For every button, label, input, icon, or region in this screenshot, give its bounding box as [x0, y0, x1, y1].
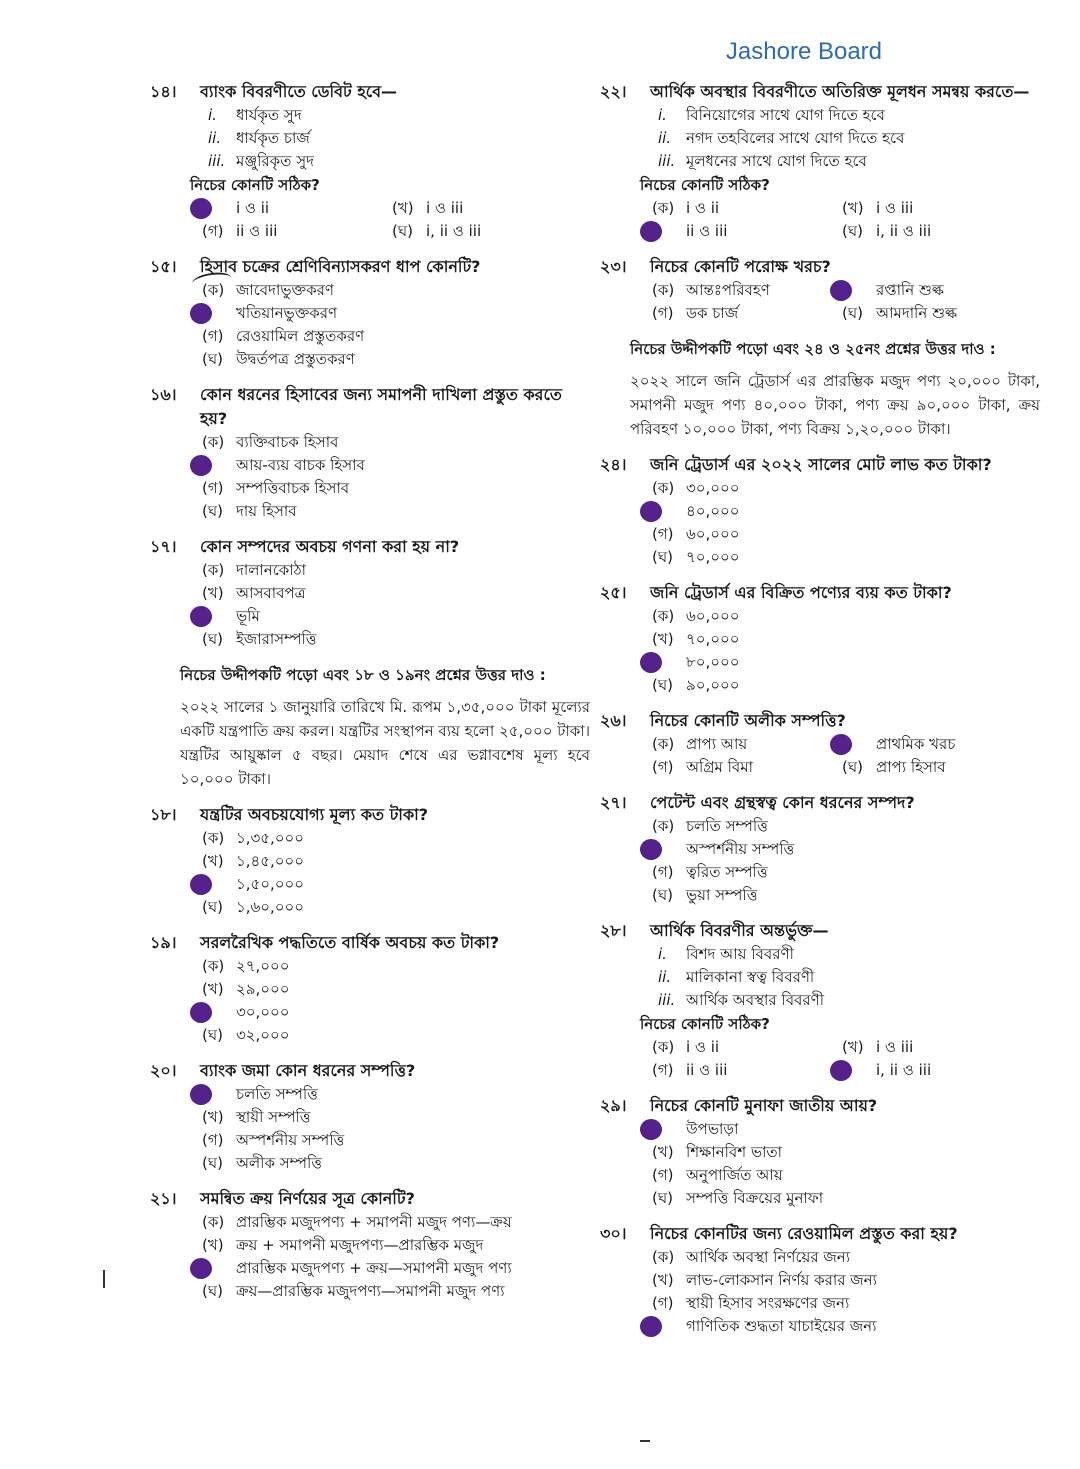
question-number: ১৬।: [150, 385, 177, 404]
passage-text: ২০২২ সালে জনি ট্রেডার্স এর প্রারম্ভিক মজুদ পণ্য ২০,০০০ টাকা, সমাপনী মজুদ পণ্য ৪০,০০০ টাকা, পণ্য ক্রয় ৯০,০০০ টাকা, ক্রয় পরিবহণ ১০,০০০ টাকা, পণ্য বিক্রয় ১,২০,০০০ টাকা।: [630, 372, 1040, 438]
option-kha[interactable]: ৪০,০০০: [650, 500, 1040, 523]
options: [200, 955, 590, 1047]
options: [650, 733, 1040, 779]
question-text: নিচের কোনটি অলীক সম্পত্তি?: [650, 711, 846, 730]
option-kha[interactable]: অস্পর্শনীয় সম্পত্তি: [650, 838, 1040, 861]
answer-mark-icon: [640, 1119, 662, 1140]
option-ka[interactable]: (ক) জাবেদাভুক্তকরণ: [200, 279, 590, 302]
question-number: ২৫।: [600, 583, 627, 602]
passage-text: ২০২২ সালের ১ জানুয়ারি তারিখে মি. রূপম ১,৩৫,০০০ টাকা মূল্যের একটি যন্ত্রপাতি ক্রয় করল। যন্ত্রটির সংস্থাপন ব্যয় হলো ২৫,০০০ টাকা। যন্ত্রটির আয়ুষ্কাল ৫ বছর। মেয়াদ শেষে এর ভগ্নাবশেষ মূল্য হবে ১০,০০০ টাকা।: [180, 698, 590, 788]
statement: iii. মঞ্জুরিকৃত সুদ: [208, 152, 314, 170]
question-number: ১৪।: [150, 82, 177, 101]
question-text: নিচের কোনটি পরোক্ষ খরচ?: [650, 257, 831, 276]
option-ga[interactable]: ৩০,০০০: [200, 1001, 590, 1024]
question-text: পেটেন্ট এবং গ্রন্থস্বত্ব কোন ধরনের সম্পদ?: [650, 793, 915, 812]
statement: ii. মালিকানা স্বত্ব বিবরণী: [658, 968, 815, 986]
statement: ii. নগদ তহবিলের সাথে যোগ দিতে হবে: [658, 129, 905, 147]
options: [650, 1036, 1040, 1082]
option-kha[interactable]: (খ) ২৯,০০০: [202, 980, 290, 998]
statement: iii. মূলধনের সাথে যোগ দিতে হবে: [658, 152, 867, 170]
option-kha[interactable]: (খ) i ও iii: [842, 1038, 914, 1056]
option-ka[interactable]: (ক) আর্থিক অবস্থা নির্ণয়ের জন্য: [652, 1248, 851, 1266]
option-ka[interactable]: (ক) ২৭,০০০: [202, 957, 290, 975]
option-ka[interactable]: (ক) i ও ii: [652, 1038, 720, 1056]
option-ka[interactable]: i ও ii: [200, 197, 380, 220]
question-number: ১৮।: [150, 805, 177, 824]
option-ga[interactable]: (গ) অগ্রিম বিমা: [652, 758, 753, 776]
option-gha[interactable]: (ঘ) অলীক সম্পত্তি: [202, 1154, 323, 1172]
question-number: ২০।: [150, 1061, 177, 1080]
option-ga[interactable]: ১,৫০,০০০: [200, 873, 590, 896]
question-text: সমন্বিত ক্রয় নির্ণয়ের সূত্র কোনটি?: [200, 1189, 415, 1208]
options: [200, 1211, 590, 1303]
option-ka[interactable]: (ক) প্রাপ্য আয়: [652, 735, 748, 753]
option-ga[interactable]: (গ) ত্বরিত সম্পত্তি: [652, 863, 768, 881]
option-kha[interactable]: (খ) i ও iii: [392, 199, 464, 217]
question-number: ১৯।: [150, 933, 177, 952]
answer-mark-icon: [190, 303, 212, 324]
option-gha[interactable]: (ঘ) ৩২,০০০: [202, 1026, 290, 1044]
option-ga[interactable]: (গ) রেওয়ামিল প্রস্তুতকরণ: [202, 327, 365, 345]
option-gha[interactable]: (ঘ) ভুয়া সম্পত্তি: [652, 886, 758, 904]
question-text: হিসাব চক্রের শ্রেণিবিন্যাসকরণ ধাপ কোনটি?: [200, 257, 481, 276]
option-ka[interactable]: (ক) i ও ii: [652, 199, 720, 217]
question-25: [600, 581, 1040, 697]
options: [650, 1118, 1040, 1210]
question-number: ২৩।: [600, 257, 627, 276]
option-kha[interactable]: (খ) ক্রয় + সমাপনী মজুদপণ্য—প্রারম্ভিক মজুদ: [202, 1236, 484, 1254]
option-ka[interactable]: (ক) ব্যক্তিবাচক হিসাব: [202, 433, 339, 451]
option-ga[interactable]: ৮০,০০০: [650, 651, 1040, 674]
option-ka[interactable]: চলতি সম্পত্তি: [200, 1083, 590, 1106]
option-ga[interactable]: ii ও iii: [650, 220, 830, 243]
question-26: [600, 709, 1040, 779]
option-ga[interactable]: (গ) অস্পর্শনীয় সম্পত্তি: [202, 1131, 345, 1149]
question-number: ২৯।: [600, 1096, 627, 1115]
answer-mark-icon: [190, 606, 212, 627]
question-text: জনি ট্রেডার্স এর বিক্রিত পণ্যের ব্যয় কত টাকা?: [650, 583, 952, 602]
option-gha[interactable]: (ঘ) উদ্বর্তপত্র প্রস্তুতকরণ: [202, 350, 355, 368]
question-17: [150, 535, 590, 651]
question-30: [600, 1222, 1040, 1338]
option-kha[interactable]: (খ) ৭০,০০০: [652, 630, 740, 648]
which-correct: নিচের কোনটি সঠিক?: [640, 1015, 770, 1033]
question-text: যন্ত্রটির অবচয়যোগ্য মূল্য কত টাকা?: [200, 805, 429, 824]
question-18: [150, 803, 590, 919]
option-ga[interactable]: প্রারম্ভিক মজুদপণ্য + ক্রয়—সমাপনী মজুদ পণ্য: [200, 1257, 590, 1280]
statement: i. বিনিয়োগের সাথে যোগ দিতে হবে: [658, 106, 885, 124]
option-ka[interactable]: (ক) ৬০,০০০: [652, 607, 740, 625]
option-ka[interactable]: (ক) ১,৩৫,০০০: [202, 829, 305, 847]
option-ka[interactable]: (ক) দালানকোঠা: [202, 561, 306, 579]
option-gha[interactable]: (ঘ) সম্পত্তি বিক্রয়ের মুনাফা: [652, 1189, 824, 1207]
option-gha[interactable]: (ঘ) i, ii ও iii: [392, 222, 482, 240]
which-correct: নিচের কোনটি সঠিক?: [640, 176, 770, 194]
option-ka[interactable]: (ক) প্রারম্ভিক মজুদপণ্য + সমাপনী মজুদ পণ্য—ক্রয়: [202, 1213, 512, 1231]
question-number: ২১।: [150, 1189, 177, 1208]
options: [200, 827, 590, 919]
option-ga[interactable]: (গ) ii ও iii: [652, 1061, 728, 1079]
option-gha[interactable]: গাণিতিক শুদ্ধতা যাচাইয়ের জন্য: [650, 1315, 1040, 1338]
option-gha[interactable]: (ঘ) i, ii ও iii: [842, 222, 932, 240]
option-ga[interactable]: (গ) অনুপার্জিত আয়: [652, 1166, 783, 1184]
passage-intro: নিচের উদ্দীপকটি পড়ো এবং ১৮ ও ১৯নং প্রশ্নের উত্তর দাও :: [180, 666, 546, 684]
page-foot-mark: [640, 1440, 650, 1442]
option-kha[interactable]: (খ) আসবাবপত্র: [202, 584, 306, 602]
answer-mark-icon: [640, 1316, 662, 1337]
question-20: [150, 1059, 590, 1175]
question-number: ১৫।: [150, 257, 177, 276]
statement: i. ধার্যকৃত সুদ: [208, 106, 302, 124]
question-text: কোন সম্পদের অবচয় গণনা করা হয় না?: [200, 537, 460, 556]
answer-mark-icon: [190, 874, 212, 895]
option-gha[interactable]: (ঘ) আমদানি শুল্ক: [842, 304, 958, 322]
answer-mark-icon: [640, 652, 662, 673]
question-text: নিচের কোনটি মুনাফা জাতীয় আয়?: [650, 1096, 878, 1115]
question-15: [150, 255, 590, 371]
answer-mark-icon: [190, 1258, 212, 1279]
question-24: [600, 453, 1040, 569]
option-ka[interactable]: (ক) আন্তঃপরিবহণ: [652, 281, 770, 299]
answer-mark-icon: [190, 1002, 212, 1023]
question-text: আর্থিক অবস্থার বিবরণীতে অতিরিক্ত মূলধন সমন্বয় করতে—: [650, 82, 1030, 101]
answer-mark-icon: [190, 1084, 212, 1105]
question-text: ব্যাংক জমা কোন ধরনের সম্পত্তি?: [200, 1061, 416, 1080]
option-gha[interactable]: i, ii ও iii: [840, 1059, 1020, 1082]
question-21: [150, 1187, 590, 1303]
question-19: [150, 931, 590, 1047]
option-ka[interactable]: (ক) চলতি সম্পত্তি: [652, 817, 768, 835]
which-correct: নিচের কোনটি সঠিক?: [190, 176, 320, 194]
question-text: কোন ধরনের হিসাবের জন্য সমাপনী দাখিলা প্রস্তুত করতে হয়?: [200, 385, 562, 428]
question-14: [150, 80, 590, 243]
right-column: [600, 80, 1040, 1350]
options: [650, 279, 1040, 325]
statement: ii. ধার্যকৃত চার্জ: [208, 129, 310, 147]
question-text: সরলরৈখিক পদ্ধতিতে বার্ষিক অবচয় কত টাকা?: [200, 933, 500, 952]
answer-mark-icon: [830, 734, 852, 755]
answer-mark-icon: [640, 839, 662, 860]
option-kha[interactable]: প্রাথমিক খরচ: [840, 733, 1020, 756]
options: [200, 197, 590, 243]
option-gha[interactable]: (ঘ) দায় হিসাব: [202, 502, 297, 520]
option-ga[interactable]: (গ) ডক চার্জ: [652, 304, 739, 322]
question-16: [150, 383, 590, 523]
answer-mark-icon: [830, 1060, 852, 1081]
options: [200, 559, 590, 651]
option-ga[interactable]: (গ) ৬০,০০০: [652, 525, 740, 543]
option-gha[interactable]: (ঘ) ৯০,০০০: [652, 676, 740, 694]
question-text: ব্যাংক বিবরণীতে ডেবিট হবে—: [200, 82, 398, 101]
question-23: [600, 255, 1040, 325]
option-ga[interactable]: ভূমি: [200, 605, 590, 628]
question-number: ৩০।: [600, 1224, 627, 1243]
board-title: Jashore Board: [725, 38, 882, 65]
option-kha[interactable]: খতিয়ানভুক্তকরণ: [200, 302, 590, 325]
question-number: ২৮।: [600, 921, 627, 940]
page-edge-mark: [103, 1270, 105, 1288]
question-29: [600, 1094, 1040, 1210]
option-kha[interactable]: (খ) শিক্ষানবিশ ভাতা: [652, 1143, 783, 1161]
question-number: ১৭।: [150, 537, 177, 556]
option-kha[interactable]: আয়-ব্যয় বাচক হিসাব: [200, 454, 590, 477]
option-kha[interactable]: (খ) স্থায়ী সম্পত্তি: [202, 1108, 311, 1126]
option-ka[interactable]: উপভাড়া: [650, 1118, 1040, 1141]
options: [200, 1083, 590, 1175]
options: [650, 815, 1040, 907]
option-gha[interactable]: (ঘ) ৭০,০০০: [652, 548, 740, 566]
options: [200, 279, 590, 371]
question-number: ২২।: [600, 82, 627, 101]
option-kha[interactable]: (খ) লাভ-লোকসান নির্ণয় করার জন্য: [652, 1271, 877, 1289]
option-ga[interactable]: (গ) সম্পত্তিবাচক হিসাব: [202, 479, 350, 497]
options: [650, 197, 1040, 243]
question-text: নিচের কোনটির জন্য রেওয়ামিল প্রস্তুত করা হয়?: [650, 1224, 958, 1243]
question-number: ২৪।: [600, 455, 627, 474]
answer-mark-icon: [640, 501, 662, 522]
option-gha[interactable]: (ঘ) ইজারাসম্পত্তি: [202, 630, 317, 648]
statement: i. বিশদ আয় বিবরণী: [658, 945, 794, 963]
question-text: আর্থিক বিবরণীর অন্তর্ভুক্ত—: [650, 921, 829, 940]
statement: iii. আর্থিক অবস্থার বিবরণী: [658, 991, 825, 1009]
options: [650, 477, 1040, 569]
answer-mark-icon: [190, 455, 212, 476]
option-kha[interactable]: (খ) ১,৪৫,০০০: [202, 852, 304, 870]
question-27: [600, 791, 1040, 907]
options: [650, 1246, 1040, 1338]
passage-intro: নিচের উদ্দীপকটি পড়ো এবং ২৪ ও ২৫নং প্রশ্নের উত্তর দাও :: [630, 340, 996, 358]
option-ga[interactable]: (গ) স্থায়ী হিসাব সংরক্ষণের জন্য: [652, 1294, 850, 1312]
question-28: [600, 919, 1040, 1082]
option-kha[interactable]: রপ্তানি শুল্ক: [840, 279, 1020, 302]
option-ga[interactable]: (গ) ii ও iii: [202, 222, 278, 240]
option-ka[interactable]: (ক) ৩০,০০০: [652, 479, 740, 497]
question-number: ২৬।: [600, 711, 627, 730]
option-gha[interactable]: (ঘ) ক্রয়—প্রারম্ভিক মজুদপণ্য—সমাপনী মজুদ পণ্য: [202, 1282, 505, 1300]
option-gha[interactable]: (ঘ) ১,৬০,০০০: [202, 898, 305, 916]
answer-mark-icon: [830, 280, 852, 301]
left-column: [150, 80, 590, 1315]
question-text: জনি ট্রেডার্স এর ২০২২ সালের মোট লাভ কত টাকা?: [650, 455, 992, 474]
answer-mark-icon: [190, 198, 212, 219]
option-gha[interactable]: (ঘ) প্রাপ্য হিসাব: [842, 758, 946, 776]
answer-mark-icon: [640, 221, 662, 242]
question-22: [600, 80, 1040, 243]
options: [200, 431, 590, 523]
options: [650, 605, 1040, 697]
option-kha[interactable]: (খ) i ও iii: [842, 199, 914, 217]
question-number: ২৭।: [600, 793, 627, 812]
